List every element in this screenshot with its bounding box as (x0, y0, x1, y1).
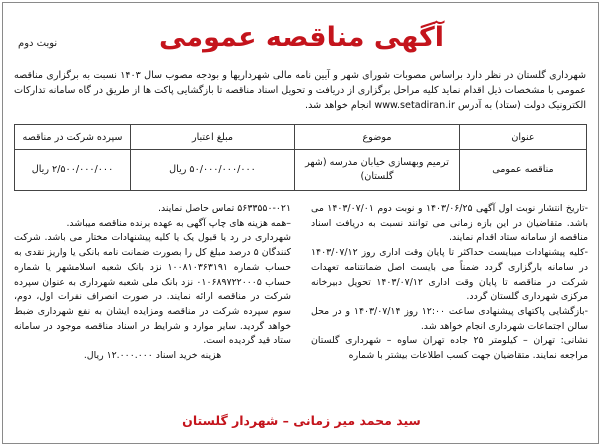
paragraph: -کلیه پیشنهادات میبایست حداکثر تا پایان وقت اداری روز ۱۴۰۳/۰۷/۱۲ در سامانه بارگزاری گردد ضمناً می بایست اصل ضمانتنامه تعهدات شرکت در مناقصه تا پایان وقت اداری ۱۴۰۳/۰۷/۱۲ تحویل دبیرخانه مرکزی شهرداری گلستان گردد. (311, 247, 588, 303)
paragraph: ۵۶۳۳۵۵۰-۰۲۱ تماس حاصل نمایند. (158, 203, 291, 214)
table-header: عنوان (460, 125, 587, 150)
left-column (14, 202, 291, 364)
table-cell: ترمیم وبهسازی خیابان مدرسه (شهر گلستان) (295, 150, 460, 191)
intro-paragraph: شهرداری گلستان در نظر دارد براساس مصوبات شورای شهر و آیین نامه مالی شهرداریها و بودجه مصوب سال ۱۴۰۳ نسبت به برگزاری مناقصه عمومی با مشخصات ذیل اقدام نماید کلیه مراحل برگزاری از دریافت و تحویل اسناد مناقصه تا بازگشایی پاکت ها از طریق در گاه سامانه تدارکات الکترونیک دولت (ستاد) به آدرس www.setadiran.ir انجام خواهد شد. (14, 70, 586, 111)
table-header: سپرده شرکت در مناقصه (15, 125, 131, 150)
right-column (311, 202, 588, 364)
body-columns (14, 202, 588, 397)
table-header-row (15, 125, 587, 150)
table-header: مبلغ اعتبار (131, 125, 295, 150)
round-label: نوبت دوم (18, 38, 58, 49)
notice-title: آگهی مناقصه عمومی (159, 22, 444, 53)
signature: سید محمد میر زمانی – شهردار گلستان (182, 413, 421, 428)
table-row (15, 150, 587, 191)
table-header: موضوع (295, 125, 460, 150)
paragraph: هزینه خرید اسناد ۱۲.۰۰۰.۰۰۰ ریال. (83, 350, 222, 362)
table-cell: مناقصه عمومی (460, 150, 587, 191)
tender-table (14, 124, 587, 191)
table-cell: ۵۰/۰۰۰/۰۰۰/۰۰۰ ریال (131, 150, 295, 191)
paragraph: نشانی: تهران – کیلومتر ۲۵ جاده تهران ساوه – شهرداری گلستان مراجعه نمایند. متقاضیان جهت کسب اطلاعات بیشتر با شماره (311, 335, 589, 362)
paragraph: -بازگشایی پاکتهای پیشنهادی ساعت ۱۲:۰۰ روز ۱۴۰۳/۰۷/۱۴ و در محل سالن اجتماعات شهرداری انجام خواهد شد. (311, 305, 588, 332)
table-cell: ۲/۵۰۰/۰۰۰/۰۰۰ ریال (15, 150, 131, 191)
paragraph: –همه هزینه های چاپ آگهی به عهده برنده مناقصه میباشد. (66, 217, 291, 229)
paragraph: -تاریخ انتشار نوبت اول آگهی ۱۴۰۳/۰۶/۲۵ و نوبت دوم ۱۴۰۳/۰۷/۰۱ می باشد. متقاضیان در این بازه زمانی می توانند نسبت به دریافت اسناد مناقصه از سامانه ستاد اقدام نمایند. (311, 203, 588, 244)
paragraph: شهرداری در رد یا قبول یک یا کلیه پیشنهادات مختار می باشد. شرکت کنندگان ۵ درصد مبلغ کل را بصورت ضمانت نامه بانکی یا واریز نقدی به حساب شماره ۱۰۰۸۱۰۳۶۳۱۹۱ نزد بانک شعبه اسلامشهر یا شماره حساب ۰۱۰۶۸۹۷۲۲۰۰۰۵ نزد بانک ملی شعبه شهرداری به عنوان سپرده شرکت در مناقصه ارائه نمایند. در صورت انصراف نفرات اول، دوم، سوم سپرده شرکت در مناقصه ومزایده ایشان به نفع شهرداری ضبط خواهد گردید. سایر موارد و شرایط در اسناد مناقصه موجود در سامانه ستاد قید گردیده است. (14, 232, 292, 347)
